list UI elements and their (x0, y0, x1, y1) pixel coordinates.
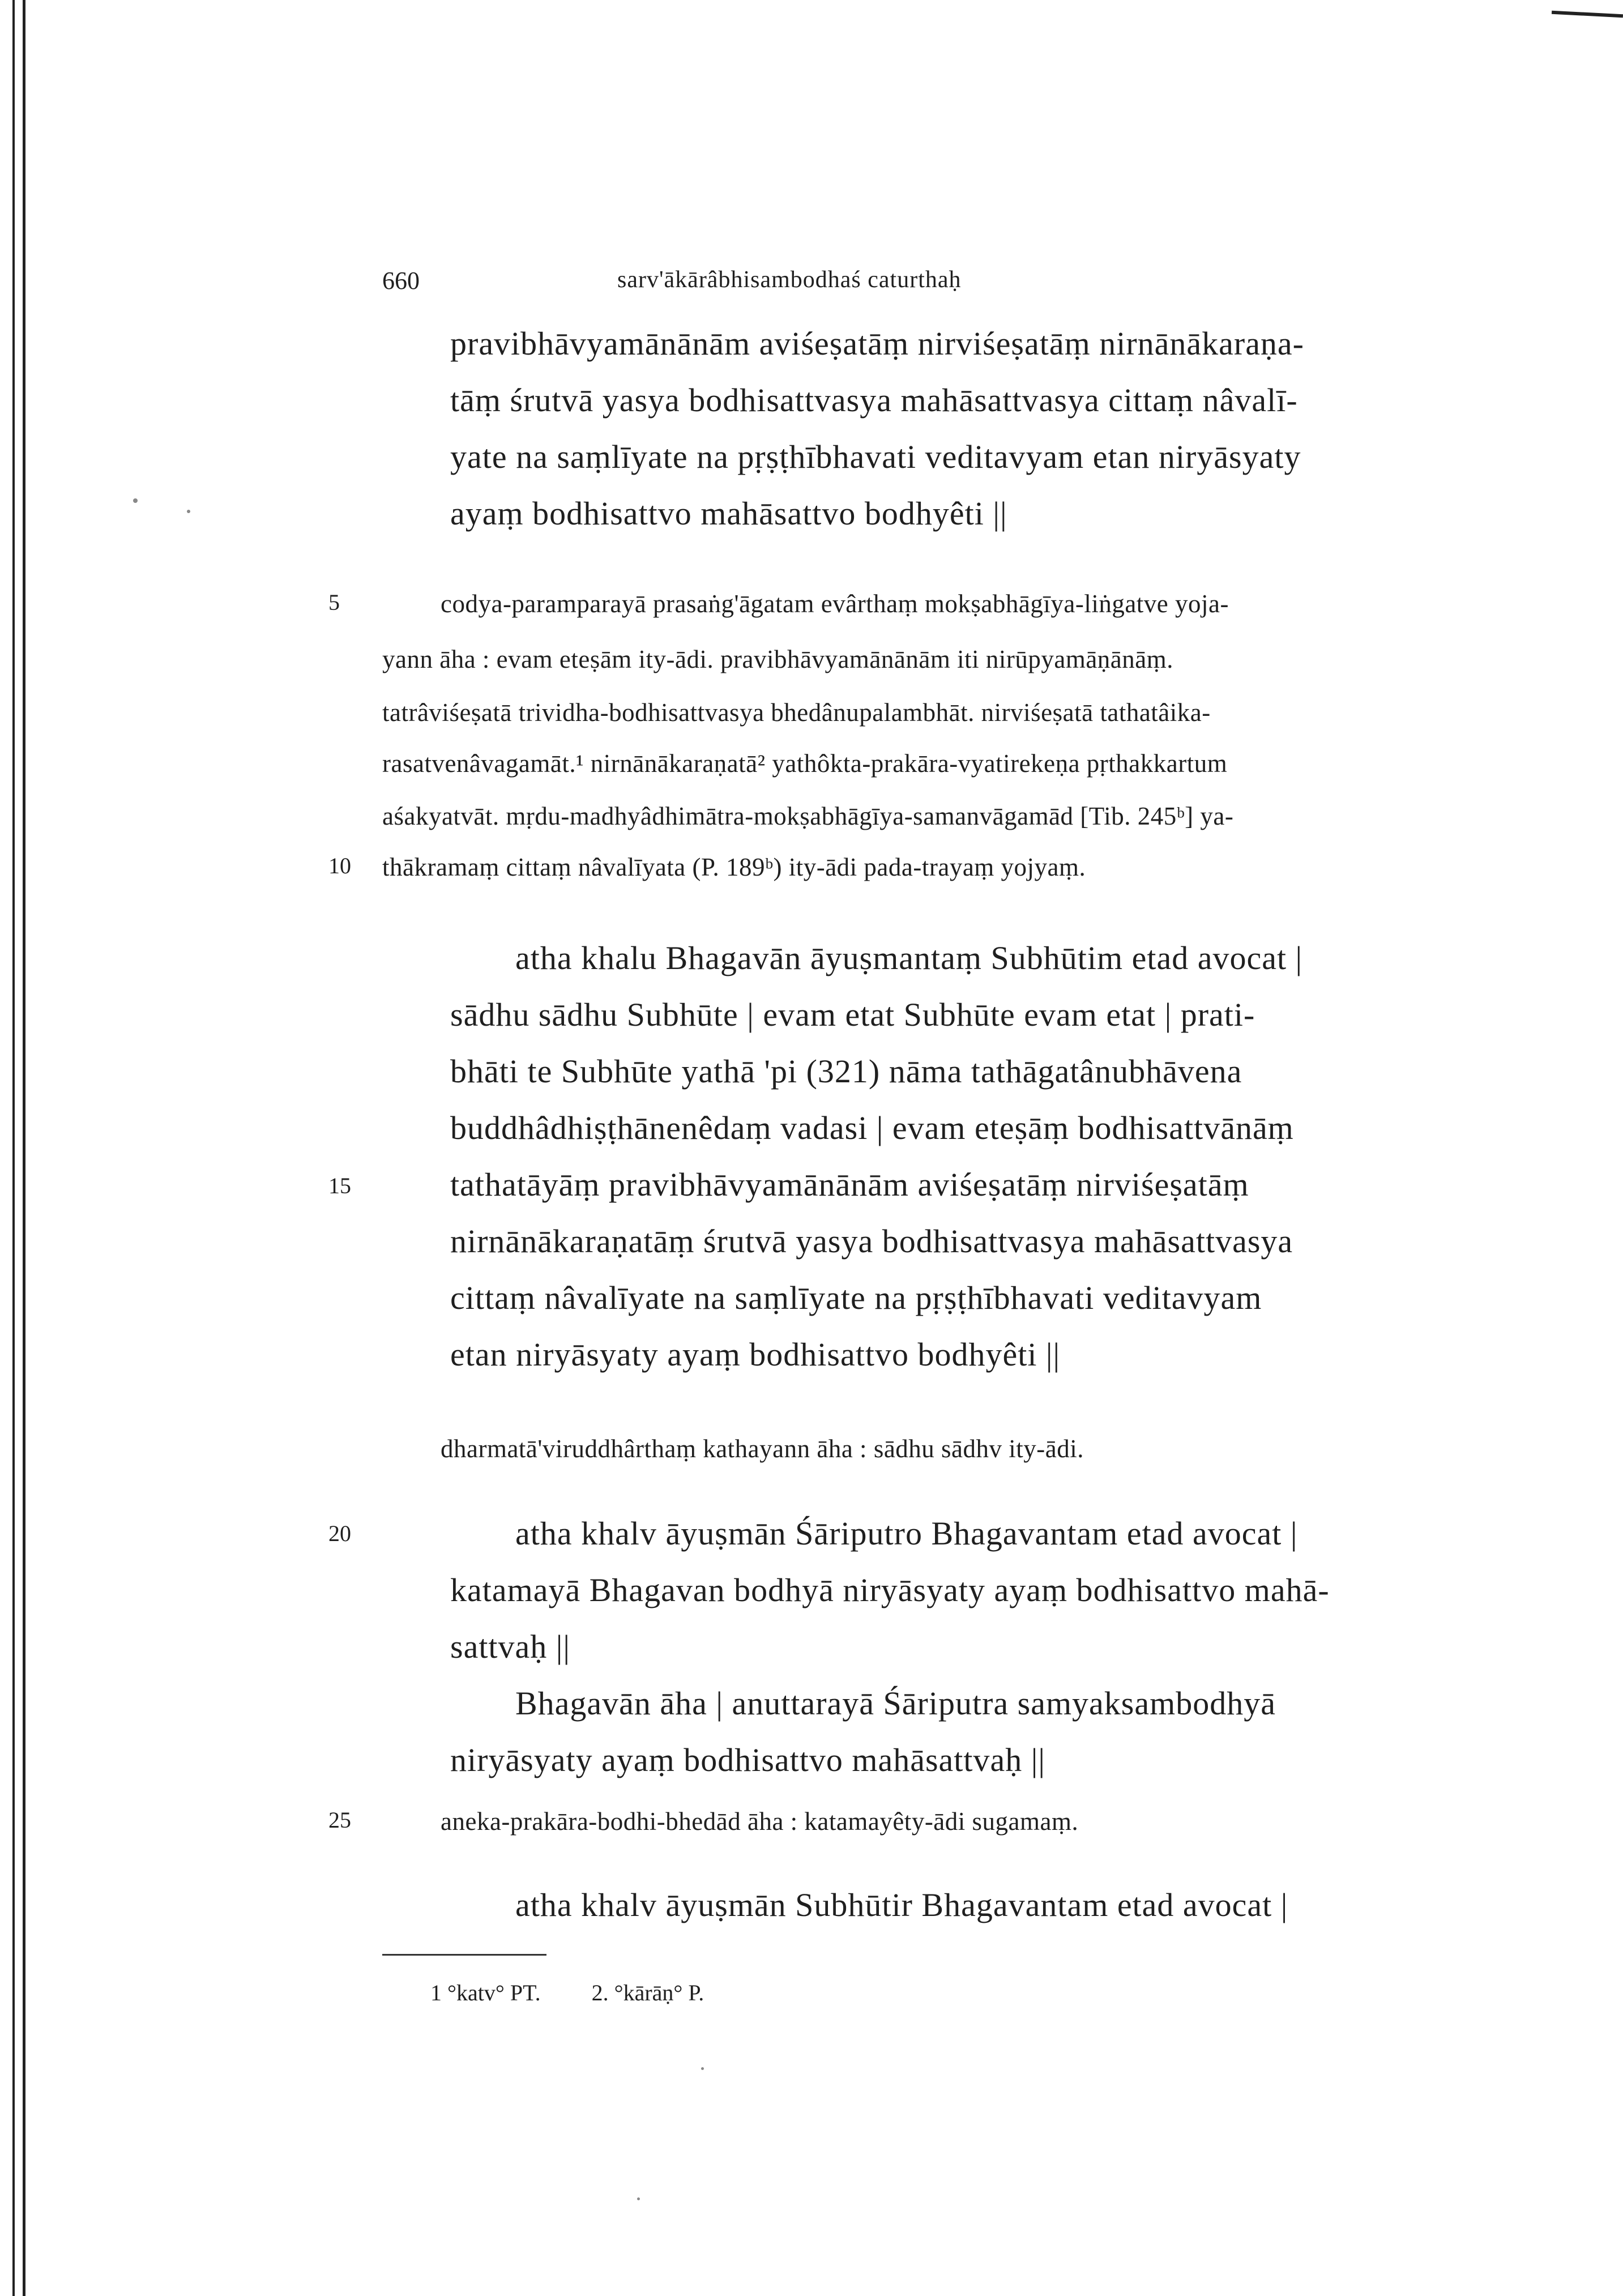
root-line: pravibhāvyamānānām aviśeṣatāṃ nirviśeṣatāṃ nirnānākaraṇa- (450, 325, 1304, 362)
footnote-rule (382, 1954, 546, 1956)
scan-edge-left-2 (23, 0, 25, 2296)
commentary-line: codya-paramparayā prasaṅg'āgatam evârthaṃ mokṣabhāgīya-liṅgatve yoja- (441, 590, 1229, 618)
scan-speck (701, 2067, 704, 2070)
root-line: atha khalv āyuṣmān Śāriputro Bhagavantam etad avocat | (515, 1515, 1298, 1552)
line-number: 5 (328, 590, 340, 615)
root-line: bhāti te Subhūte yathā 'pi (321) nāma tathāgatânubhāvena (450, 1053, 1242, 1090)
footnote-2: 2. °kārāṇ° P. (591, 1980, 704, 2005)
scan-speck (637, 2197, 640, 2200)
root-line: buddhâdhiṣṭhānenêdaṃ vadasi | evam eteṣāṃ bodhisattvānāṃ (450, 1109, 1294, 1146)
line-number: 20 (328, 1521, 351, 1546)
root-line: yate na saṃlīyate na pṛṣṭhībhavati veditavyam etan niryāsyaty (450, 438, 1301, 475)
footnote-1: 1 °katv° PT. (430, 1980, 541, 2005)
running-title: sarv'ākārâbhisambodhaś caturthaḥ (617, 267, 962, 293)
footnotes (430, 1979, 704, 2006)
scan-speck (133, 498, 138, 503)
commentary-line: aneka-prakāra-bodhi-bhedād āha : katamayêty-ādi sugamaṃ. (441, 1807, 1079, 1836)
root-line: atha khalu Bhagavān āyuṣmantaṃ Subhūtim etad avocat | (515, 940, 1303, 976)
root-line: cittaṃ nâvalīyate na saṃlīyate na pṛṣṭhībhavati veditavyam (450, 1279, 1262, 1316)
scan-edge-top-right (1552, 11, 1623, 18)
commentary-line: yann āha : evam eteṣām ity-ādi. pravibhāvyamānānām iti nirūpyamāṇānāṃ. (382, 645, 1173, 673)
line-number: 25 (328, 1807, 351, 1833)
page-header (0, 266, 1623, 306)
commentary-line: rasatvenâvagamāt.¹ nirnānākaraṇatā² yathôkta-prakāra-vyatirekeṇa pṛthakkartum (382, 749, 1228, 778)
root-line: tāṃ śrutvā yasya bodhisattvasya mahāsattvasya cittaṃ nâvalī- (450, 382, 1298, 419)
commentary-line: tatrâviśeṣatā trividha-bodhisattvasya bhedânupalambhāt. nirviśeṣatā tathatâika- (382, 698, 1211, 727)
root-line: katamayā Bhagavan bodhyā niryāsyaty ayaṃ bodhisattvo mahā- (450, 1572, 1330, 1608)
root-line: nirnānākaraṇatāṃ śrutvā yasya bodhisattvasya mahāsattvasya (450, 1223, 1293, 1260)
line-number: 10 (328, 853, 351, 878)
root-line: atha khalv āyuṣmān Subhūtir Bhagavantam etad avocat | (515, 1887, 1288, 1923)
commentary-line: aśakyatvāt. mṛdu-madhyâdhimātra-mokṣabhāgīya-samanvāgamād [Tib. 245ᵇ] ya- (382, 802, 1234, 830)
root-line: niryāsyaty ayaṃ bodhisattvo mahāsattvaḥ || (450, 1742, 1045, 1778)
root-line: sattvaḥ || (450, 1628, 571, 1665)
line-number: 15 (328, 1173, 351, 1198)
commentary-line: thākramaṃ cittaṃ nâvalīyata (P. 189ᵇ) ity-ādi pada-trayaṃ yojyaṃ. (382, 853, 1086, 881)
commentary-line: dharmatā'viruddhârthaṃ kathayann āha : sādhu sādhv ity-ādi. (441, 1435, 1084, 1463)
root-line: etan niryāsyaty ayaṃ bodhisattvo bodhyêti || (450, 1336, 1061, 1373)
root-line: sādhu sādhu Subhūte | evam etat Subhūte evam etat | prati- (450, 996, 1255, 1033)
root-line: tathatāyāṃ pravibhāvyamānānām aviśeṣatāṃ nirviśeṣatāṃ (450, 1166, 1249, 1203)
root-line: Bhagavān āha | anuttarayā Śāriputra samyaksambodhyā (515, 1685, 1276, 1722)
root-line: ayaṃ bodhisattvo mahāsattvo bodhyêti || (450, 495, 1007, 532)
scan-edge-left-1 (12, 0, 15, 2296)
page-number: 660 (382, 267, 420, 295)
scan-speck (187, 510, 190, 513)
